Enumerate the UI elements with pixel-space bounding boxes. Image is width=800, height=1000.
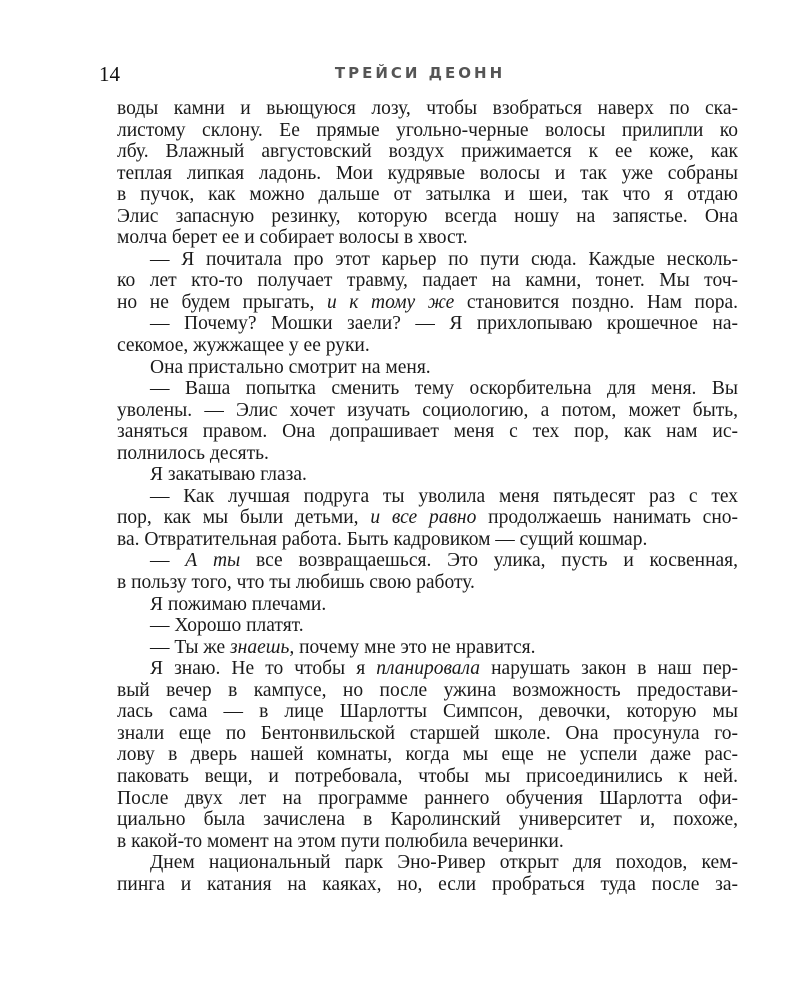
text-segment: все возвращаешься. Это улика, пусть и косвенная, xyxy=(240,550,738,572)
text-segment: почему мне это не нравится. xyxy=(294,636,536,658)
text-line xyxy=(117,378,738,400)
text-segment: лову в дверь нашей комнаты, когда мы еще не успели даже рас- xyxy=(117,744,738,766)
text-segment: После двух лет на программе раннего обучения Шарлотта офи- xyxy=(117,787,738,809)
text-line xyxy=(117,550,738,572)
text-line xyxy=(117,874,738,896)
text-line xyxy=(117,766,738,788)
text-line xyxy=(117,249,738,271)
text-segment: Элис запасную резинку, которую всегда ношу на запястье. Она xyxy=(117,205,738,227)
text-segment: становится поздно. Нам пора. xyxy=(454,291,738,313)
text-line xyxy=(117,852,738,874)
text-segment: ко лет кто-то получает травму, падает на камни, тонет. Мы точ- xyxy=(117,270,738,292)
text-line xyxy=(117,443,738,465)
text-segment: в какой-то момент на этом пути полюбила вечеринки. xyxy=(117,830,564,852)
text-segment: паковать вещи, и потребовала, чтобы мы присоединились к ней. xyxy=(117,765,738,787)
text-segment: — Хорошо платят. xyxy=(150,615,304,637)
text-segment: в пользу того, что ты любишь свою работу. xyxy=(117,572,475,594)
italic-text: и все равно xyxy=(370,507,477,529)
text-segment: заняться правом. Она допрашивает меня с тех пор, как нам ис- xyxy=(117,421,738,443)
italic-text: и к тому же xyxy=(326,291,455,313)
body-text xyxy=(117,98,738,895)
text-segment: полнилось десять. xyxy=(117,442,269,464)
text-line xyxy=(117,184,738,206)
italic-text: знаешь, xyxy=(230,636,295,658)
text-segment: воды камни и вьющуюся лозу, чтобы взобраться наверх по ска- xyxy=(117,98,738,119)
text-line xyxy=(117,507,738,529)
text-segment: — Я почитала про этот карьер по пути сюда. Каждые несколь- xyxy=(150,248,738,270)
text-segment: в пучок, как можно дальше от затылка и шеи, так что я отдаю xyxy=(117,184,738,206)
text-segment: пинга и катания на каяках, но, если пробраться туда после за- xyxy=(117,873,738,895)
text-line xyxy=(117,335,738,357)
text-line xyxy=(117,292,738,314)
text-line xyxy=(117,658,738,680)
text-line xyxy=(117,141,738,163)
text-segment: ва. Отвратительная работа. Быть кадровиком — сущий кошмар. xyxy=(117,528,648,550)
text-segment: уволены. — Элис хочет изучать социологию, а потом, может быть, xyxy=(117,399,738,421)
text-segment: лбу. Влажный августовский воздух прижимается к ее коже, как xyxy=(117,141,738,163)
text-segment: секомое, жужжащее у ее руки. xyxy=(117,335,370,357)
text-line xyxy=(117,572,738,594)
page-number: 14 xyxy=(99,62,120,86)
text-segment: пор, как мы были детьми, xyxy=(117,507,371,529)
text-segment: лась сама — в лице Шарлотты Симпсон, девочки, которую мы xyxy=(117,701,738,723)
text-segment: листому склону. Ее прямые угольно-черные волосы прилипли ко xyxy=(117,119,738,141)
text-line xyxy=(117,270,738,292)
text-segment: — Как лучшая подруга ты уволила меня пятьдесят раз с тех xyxy=(150,485,738,507)
text-segment: Я закатываю глаза. xyxy=(150,464,307,486)
text-segment: — Ты же xyxy=(150,636,231,658)
text-segment: циально была зачислена в Каролинский университет и, похоже, xyxy=(117,809,738,831)
text-line xyxy=(117,831,738,853)
text-segment: — Ваша попытка сменить тему оскорбительна для меня. Вы xyxy=(150,378,738,400)
text-line xyxy=(117,637,738,659)
text-line xyxy=(117,421,738,443)
italic-text: А ты xyxy=(185,550,241,572)
text-line xyxy=(117,464,738,486)
italic-text: планировала xyxy=(376,658,481,680)
text-line xyxy=(117,680,738,702)
text-line xyxy=(117,98,738,120)
text-segment: — Почему? Мошки заели? — Я прихлопываю крошечное на- xyxy=(150,313,738,335)
text-segment: но не будем прыгать, xyxy=(117,291,327,313)
text-line xyxy=(117,486,738,508)
text-line xyxy=(117,594,738,616)
text-segment: — xyxy=(150,550,186,572)
text-segment: Я пожимаю плечами. xyxy=(150,593,327,615)
text-segment: вый вечер в кампусе, но после ужина возможность предостави- xyxy=(117,679,738,701)
text-segment: знали еще по Бентонвильской старшей школе. Она просунула го- xyxy=(117,722,738,744)
text-segment: нарушать закон в наш пер- xyxy=(480,658,738,680)
running-head: ТРЕЙСИ ДЕОНН xyxy=(334,64,506,82)
text-segment: Она пристально смотрит на меня. xyxy=(150,356,431,378)
text-segment: теплая липкая ладонь. Мои кудрявые волосы и так уже собраны xyxy=(117,162,738,184)
text-line xyxy=(117,120,738,142)
text-segment: продолжаешь нанимать сно- xyxy=(476,507,738,529)
text-line xyxy=(117,615,738,637)
text-line xyxy=(117,400,738,422)
text-line xyxy=(117,227,738,249)
text-segment: Я знаю. Не то чтобы я xyxy=(150,658,377,680)
text-line xyxy=(117,809,738,831)
text-line xyxy=(117,701,738,723)
text-line xyxy=(117,357,738,379)
text-line xyxy=(117,788,738,810)
text-segment: молча берет ее и собирает волосы в хвост. xyxy=(117,227,468,249)
text-line xyxy=(117,744,738,766)
text-line xyxy=(117,723,738,745)
text-line xyxy=(117,206,738,228)
text-segment: Днем национальный парк Эно-Ривер открыт для походов, кем- xyxy=(150,852,738,874)
text-line xyxy=(117,313,738,335)
text-line xyxy=(117,163,738,185)
text-line xyxy=(117,529,738,551)
